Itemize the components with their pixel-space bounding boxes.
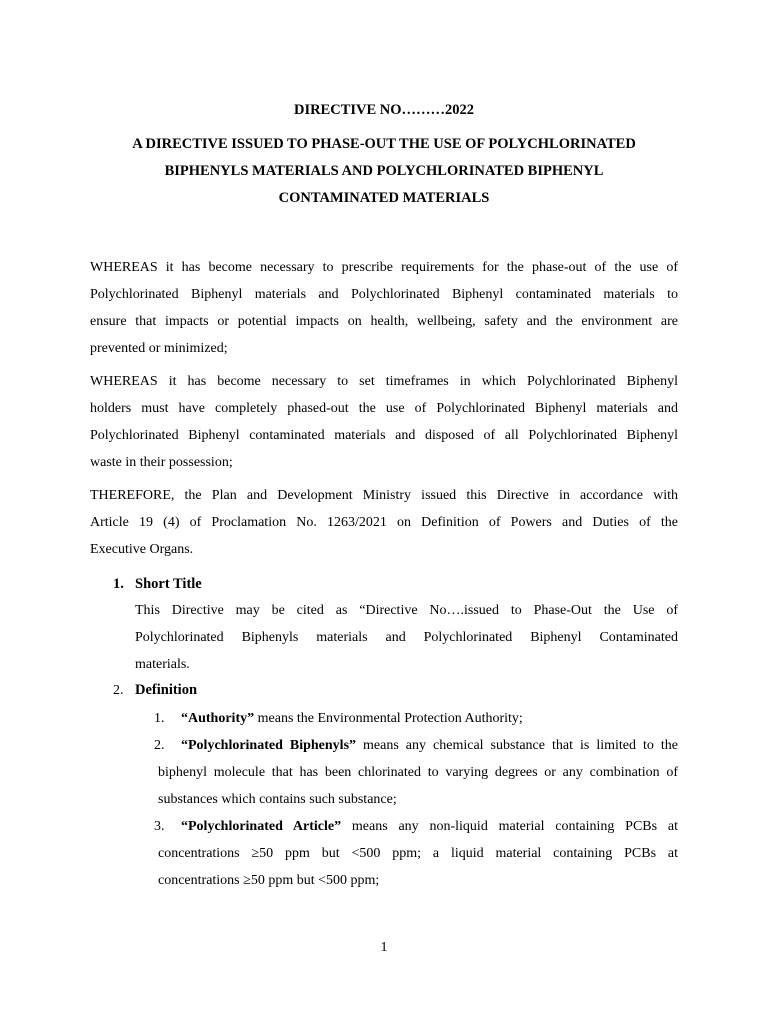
definition-1-term: “Authority” [181,711,255,726]
text-line: materials. [135,657,190,672]
text-line: substances which contains such substance; [158,792,397,807]
definition-3-number: 3. [154,819,165,834]
directive-title-line-2: BIPHENYLS MATERIALS AND POLYCHLORINATED BIPHENYL [164,163,604,179]
definition-3-text: means any non-liquid material containing PCBs at [341,819,678,834]
definition-3-term: “Polychlorinated Article” [181,819,342,834]
text-line: prevented or minimized; [90,341,228,356]
text-line [158,813,678,840]
definition-2-term: “Polychlorinated Biphenyls” [181,738,357,753]
therefore-paragraph [90,482,678,563]
page-number: 1 [380,940,388,955]
text-line: Polychlorinated Biphenyl materials and Polychlorinated Biphenyl contaminated materials to [90,287,678,302]
section-1-number: 1. [113,576,124,592]
directive-number-heading: DIRECTIVE NO………2022 [293,102,475,118]
definition-2-number: 2. [154,738,165,753]
text-line: Polychlorinated Biphenyls materials and Polychlorinated Biphenyl Contaminated [135,630,678,645]
text-line: This Directive may be cited as “Directive No….issued to Phase-Out the Use of [135,603,678,618]
text-line: THEREFORE, the Plan and Development Ministry issued this Directive in accordance with [90,488,678,503]
text-line: waste in their possession; [90,455,233,470]
whereas-paragraph-2 [90,368,678,476]
text-line [158,732,678,759]
definition-1-text: means the Environmental Protection Authority; [254,711,523,726]
definition-1-line [181,705,523,732]
section-1-heading: Short Title [135,576,202,592]
text-line: holders must have completely phased-out the use of Polychlorinated Biphenyl materials and [90,401,678,416]
section-2-number: 2. [113,683,124,698]
definition-1-number: 1. [154,711,165,726]
text-line: concentrations ≥50 ppm but <500 ppm; a liquid material containing PCBs at [158,846,678,861]
directive-title-line-3: CONTAMINATED MATERIALS [278,190,490,206]
text-line: WHEREAS it has become necessary to prescribe requirements for the phase-out of the use of [90,260,678,275]
text-line: Article 19 (4) of Proclamation No. 1263/2021 on Definition of Powers and Duties of the [90,515,678,530]
whereas-paragraph-1 [90,254,678,362]
text-line: ensure that impacts or potential impacts on health, wellbeing, safety and the environment are [90,314,678,329]
definition-2-body [158,732,678,813]
definition-2-text: means any chemical substance that is limited to the [356,738,678,753]
definition-3-body [158,813,678,894]
section-1-body [135,597,678,678]
text-line: concentrations ≥50 ppm but <500 ppm; [158,873,380,888]
section-2-heading: Definition [135,682,198,698]
text-line: biphenyl molecule that has been chlorinated to varying degrees or any combination of [158,765,678,780]
text-line: Polychlorinated Biphenyl contaminated materials and disposed of all Polychlorinated Biphenyl [90,428,678,443]
directive-title-line-1: A DIRECTIVE ISSUED TO PHASE-OUT THE USE OF POLYCHLORINATED [132,136,636,152]
text-line: Executive Organs. [90,542,194,557]
text-line: WHEREAS it has become necessary to set timeframes in which Polychlorinated Biphenyl [90,374,678,389]
